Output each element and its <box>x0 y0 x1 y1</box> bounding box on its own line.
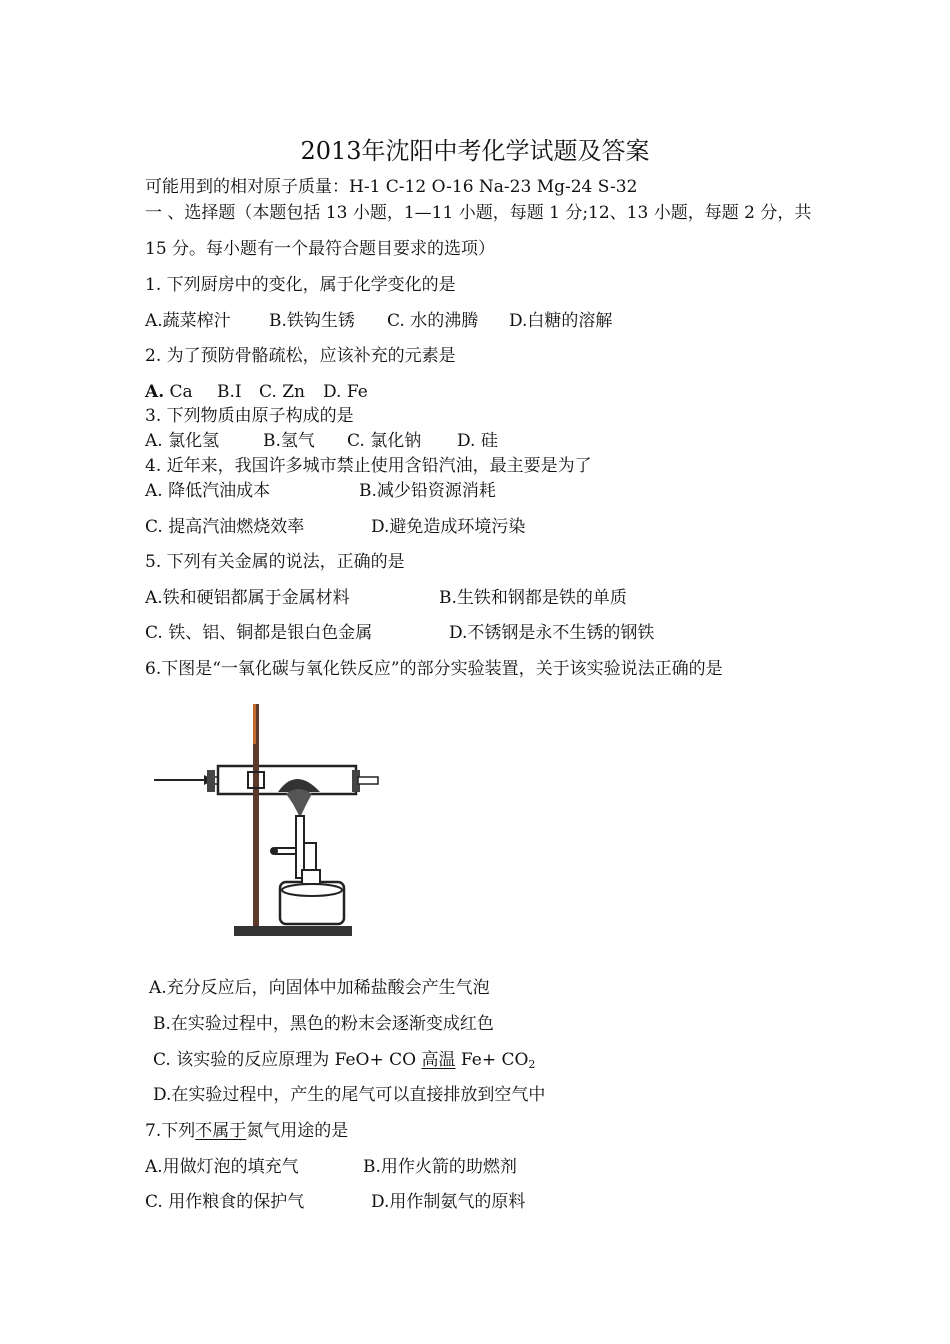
q7-options-row1 <box>145 1156 517 1178</box>
q4-option-d: D.避免造成环境污染 <box>371 517 526 537</box>
section-heading-line1: 一 、选择题（本题包括 13 小题，1—11 小题，每题 1 分;12、13 小题，每题 2 分，共 <box>145 203 812 223</box>
q2-option-d: D. Fe <box>323 382 368 402</box>
right-outlet-tube <box>358 777 378 784</box>
q1-stem: 1. 下列厨房中的变化，属于化学变化的是 <box>145 275 456 295</box>
q3-option-b: B.氢气 <box>263 431 315 451</box>
q4-option-b: B.减少铅资源消耗 <box>359 481 496 501</box>
burner-neck <box>302 870 320 884</box>
q4-option-a: A. 降低汽油成本 <box>145 481 271 501</box>
gas-valve <box>276 848 296 854</box>
stand-rod-top <box>253 704 256 744</box>
q6-option-c-subscript: 2 <box>528 1058 536 1071</box>
q5-option-a: A.铁和硬铝都属于金属材料 <box>145 588 350 608</box>
q5-options-row2 <box>145 622 654 644</box>
valve-knob <box>270 847 278 855</box>
q4-option-c: C. 提高汽油燃烧效率 <box>145 517 305 537</box>
burner-base <box>280 882 344 924</box>
q6-option-c <box>153 1049 535 1071</box>
experiment-apparatus-figure <box>150 698 390 950</box>
q4-options-row1 <box>145 480 496 502</box>
q3-stem: 3. 下列物质由原子构成的是 <box>145 406 354 426</box>
apparatus-drawing <box>150 698 390 950</box>
q1-option-c: C. 水的沸腾 <box>387 311 479 331</box>
q7-option-a: A.用做灯泡的填充气 <box>145 1157 299 1177</box>
q7-stem-post: 氮气用途的是 <box>246 1121 349 1141</box>
atomic-masses: 可能用到的相对原子质量：H-1 C-12 O-16 Na-23 Mg-24 S-32 <box>145 177 638 197</box>
q2-option-c: C. Zn <box>259 382 305 402</box>
q2-options <box>145 381 368 403</box>
q6-stem: 6.下图是“一氧化碳与氧化铁反应”的部分实验装置，关于该实验说法正确的是 <box>145 659 723 679</box>
q2-option-a <box>145 381 217 403</box>
q7-stem-emphasis: 不属于 <box>195 1121 247 1141</box>
q2-option-a-text: Ca <box>164 382 193 402</box>
q2-stem: 2. 为了预防骨骼疏松，应该补充的元素是 <box>145 346 456 366</box>
q7-stem <box>145 1120 348 1142</box>
q5-stem: 5. 下列有关金属的说法，正确的是 <box>145 552 405 572</box>
q6-option-c-pre: C. 该实验的反应原理为 FeO+ CO <box>153 1050 422 1070</box>
q3-option-c: C. 氯化钠 <box>347 431 422 451</box>
q7-stem-pre: 7.下列 <box>145 1121 196 1141</box>
q7-options-row2 <box>145 1191 525 1213</box>
burner-tube <box>296 816 304 878</box>
q1-option-d: D.白糖的溶解 <box>509 311 613 331</box>
q7-option-d: D.用作制氨气的原料 <box>371 1192 526 1212</box>
q3-option-d: D. 硅 <box>457 431 498 451</box>
stand-base <box>234 926 352 936</box>
q3-options <box>145 430 498 452</box>
q6-option-a: A.充分反应后，向固体中加稀盐酸会产生气泡 <box>149 978 490 998</box>
q6-option-c-condition: 高温 <box>421 1050 456 1070</box>
q3-option-a: A. 氯化氢 <box>145 431 220 451</box>
q7-option-c: C. 用作粮食的保护气 <box>145 1192 305 1212</box>
burner-flame <box>286 789 312 818</box>
section-heading-line2: 15 分。每小题有一个最符合题目要求的选项） <box>145 239 496 259</box>
q5-option-d: D.不锈钢是永不生锈的钢铁 <box>449 623 655 643</box>
q2-option-b: B.I <box>217 382 242 402</box>
left-stopper <box>207 770 215 792</box>
q2-option-a-letter: A. <box>145 382 165 402</box>
q6-option-d: D.在实验过程中，产生的尾气可以直接排放到空气中 <box>153 1085 546 1105</box>
burner-side-tube <box>304 843 316 873</box>
q5-option-c: C. 铁、铝、铜都是银白色金属 <box>145 623 373 643</box>
q1-option-a: A.蔬菜榨汁 <box>145 311 231 331</box>
q1-options <box>145 310 612 332</box>
page-title: 2013年沈阳中考化学试题及答案 <box>300 137 650 165</box>
q6-option-b: B.在实验过程中，黑色的粉末会逐渐变成红色 <box>153 1014 494 1034</box>
q6-option-c-post: Fe+ CO <box>455 1050 529 1070</box>
q4-stem: 4. 近年来，我国许多城市禁止使用含铅汽油，最主要是为了 <box>145 456 592 476</box>
q1-option-b: B.铁钩生锈 <box>269 311 355 331</box>
q7-option-b: B.用作火箭的助燃剂 <box>363 1157 517 1177</box>
q5-option-b: B.生铁和钢都是铁的单质 <box>439 588 627 608</box>
q5-options-row1 <box>145 587 627 609</box>
q4-options-row2 <box>145 516 525 538</box>
